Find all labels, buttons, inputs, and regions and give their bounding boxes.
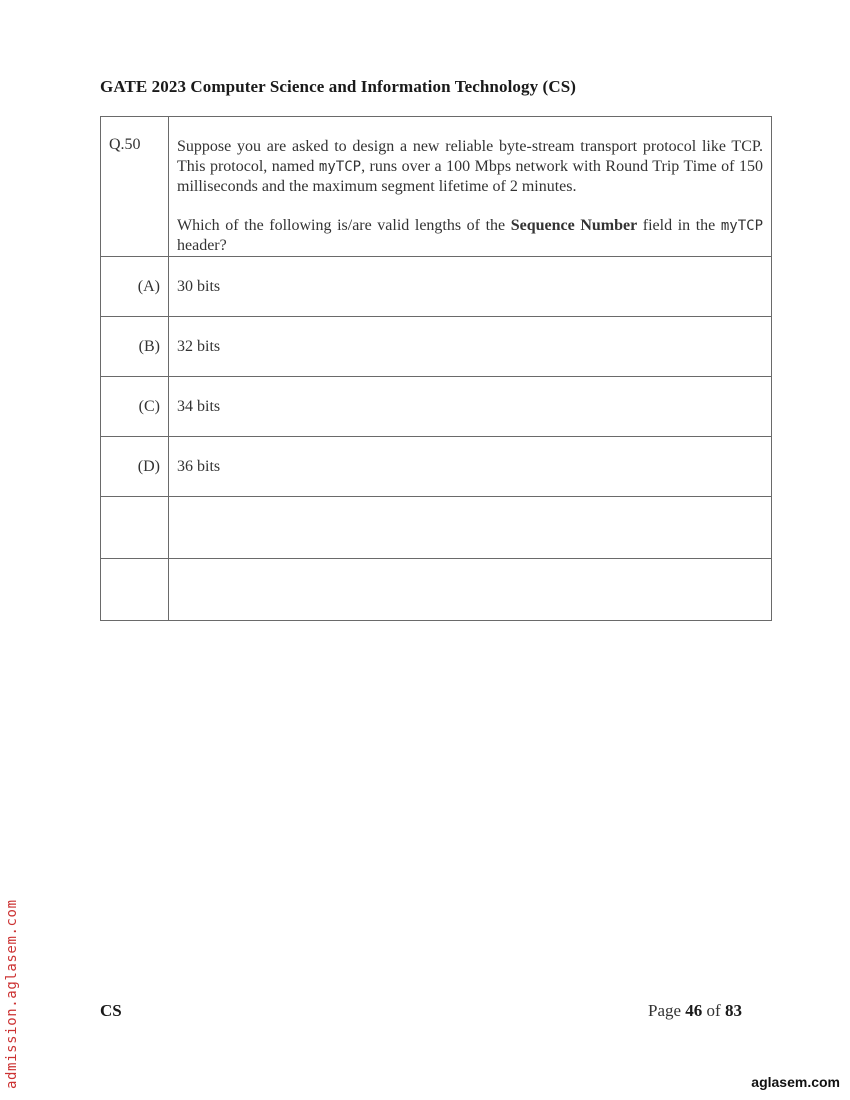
option-row-a	[101, 257, 772, 317]
option-text: 30 bits	[169, 257, 772, 317]
empty-row	[101, 559, 772, 621]
option-label: (D)	[101, 437, 169, 497]
option-text: 34 bits	[169, 377, 772, 437]
total-pages: 83	[724, 1001, 742, 1020]
option-label: (C)	[101, 377, 169, 437]
question-table	[100, 116, 772, 621]
protocol-name-code: myTCP	[720, 218, 764, 234]
option-row-b	[101, 317, 772, 377]
option-row-c	[101, 377, 772, 437]
page-indicator: Page 46 of 83	[648, 1001, 742, 1020]
empty-cell	[101, 559, 169, 621]
vertical-watermark: admission.aglasem.com	[4, 899, 20, 1089]
option-label: (B)	[101, 317, 169, 377]
protocol-name-code: myTCP	[318, 159, 362, 175]
sequence-number-term: Sequence Number	[510, 217, 638, 234]
option-label: (A)	[101, 257, 169, 317]
empty-cell	[101, 497, 169, 559]
question-paragraph-1: Suppose you are asked to design a new reliable byte-stream transport protocol like TCP. This protocol, named myTCP, runs over a 100 Mbps network with Round Trip Time of 150 milliseconds and the maximum segment lifetime of 2 minutes.	[177, 138, 763, 195]
page-header-title: GATE 2023 Computer Science and Information Technology (CS)	[100, 77, 577, 96]
option-row-d	[101, 437, 772, 497]
question-paragraph-2: Which of the following is/are valid lengths of the Sequence Number field in the myTCP header?	[177, 217, 764, 254]
empty-cell	[169, 497, 772, 559]
current-page: 46	[685, 1001, 703, 1020]
footer-subject-code: CS	[100, 1001, 122, 1020]
option-text: 36 bits	[169, 437, 772, 497]
empty-row	[101, 497, 772, 559]
option-text: 32 bits	[169, 317, 772, 377]
empty-cell	[169, 559, 772, 621]
question-text	[169, 117, 772, 257]
question-number: Q.50	[101, 117, 169, 257]
question-row	[101, 117, 772, 257]
corner-watermark: aglasem.com	[751, 1074, 840, 1090]
